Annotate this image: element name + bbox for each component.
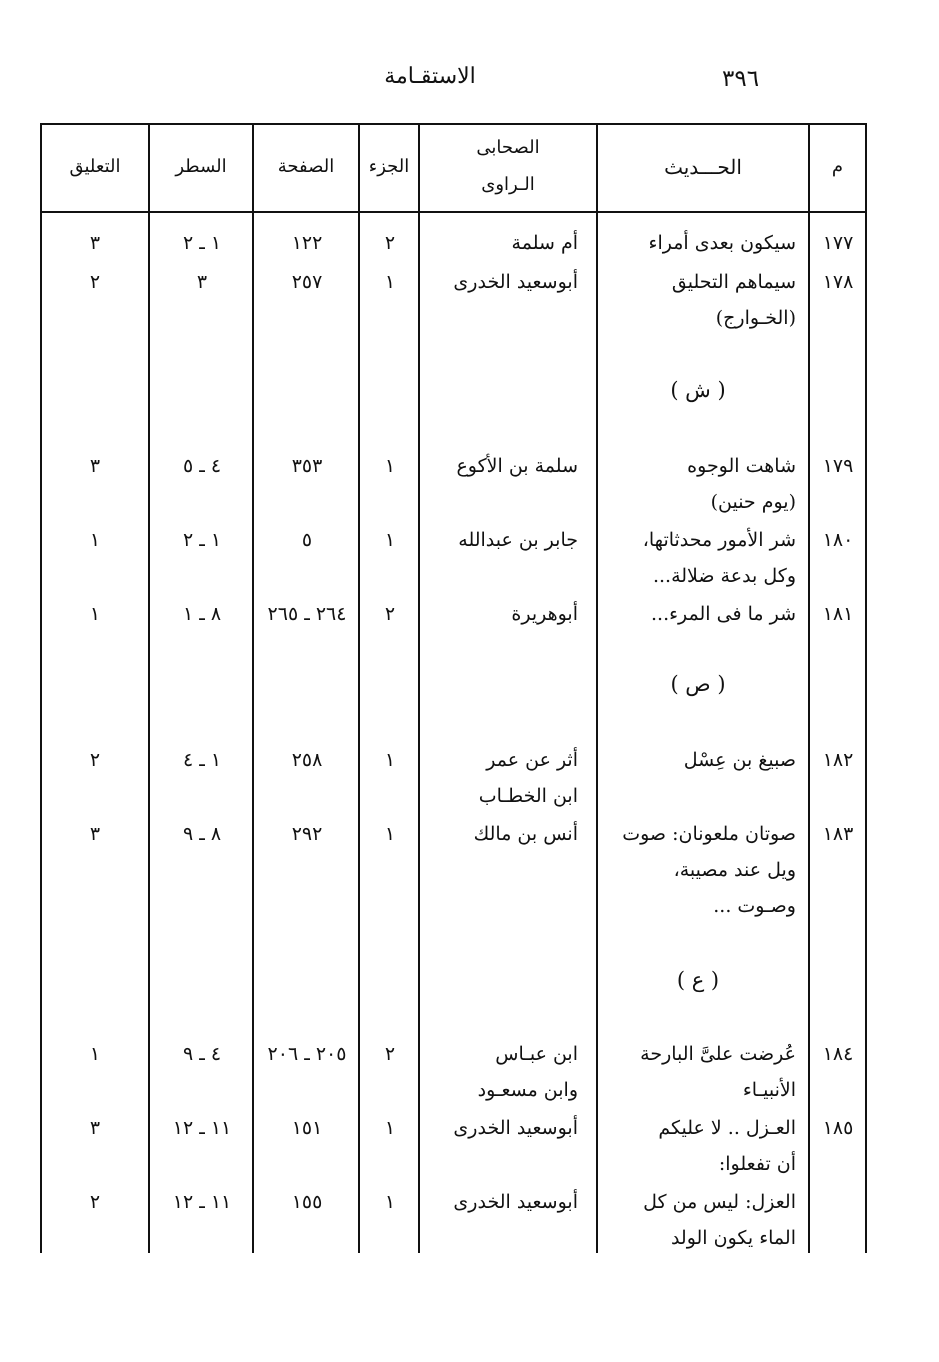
- volume-value: ١: [384, 455, 396, 477]
- narrator-name: أبوسعيد الخدرى: [453, 1117, 578, 1139]
- column-divider: [358, 123, 360, 1253]
- page-value: ٢٦٤ ـ ٢٦٥: [267, 603, 347, 625]
- column-header-volume: الجزء: [368, 156, 410, 177]
- line-value: ١١ ـ ١٢: [172, 1191, 232, 1213]
- comment-value: ٣: [89, 455, 101, 477]
- comment-value: ١: [89, 603, 101, 625]
- hadith-text: صوتان ملعونان: صوت: [622, 823, 796, 845]
- narrator-name-continued: وابن مسعـود: [477, 1079, 578, 1101]
- header-bottom-border: [40, 211, 867, 213]
- narrator-name: جابر بن عبدالله: [458, 529, 578, 551]
- narrator-name: أثر عن عمر: [486, 749, 578, 771]
- page-value: ٢٥٧: [291, 271, 323, 293]
- page-value: ١٥١: [291, 1117, 323, 1139]
- page-value: ٢٩٢: [291, 823, 323, 845]
- volume-value: ٢: [384, 232, 396, 254]
- volume-value: ١: [384, 749, 396, 771]
- comment-value: ٢: [89, 271, 101, 293]
- hadith-text: سيكون بعدى أمراء: [648, 232, 796, 254]
- hadith-text: صبيغ بن عِسْل: [683, 749, 796, 771]
- column-divider: [148, 123, 150, 1253]
- table-top-border: [40, 123, 867, 125]
- column-divider: [596, 123, 598, 1253]
- line-value: ٨ ـ ١: [182, 603, 222, 625]
- hadith-text: شر الأمور محدثاتها،: [642, 529, 796, 551]
- hadith-text: شر ما فى المرء...: [651, 603, 796, 625]
- column-divider: [808, 123, 810, 1253]
- hadith-text: عُرضت علىَّ البارحة: [640, 1043, 796, 1065]
- page-value: ٥: [301, 529, 313, 551]
- row-number: ١٨٠: [822, 529, 854, 551]
- volume-value: ١: [384, 823, 396, 845]
- narrator-name: أنس بن مالك: [473, 823, 578, 845]
- line-value: ١ ـ ٤: [182, 749, 222, 771]
- hadith-text: العـزل .. لا عليكم: [658, 1117, 796, 1139]
- page-value: ١٥٥: [291, 1191, 323, 1213]
- line-value: ٣: [196, 271, 208, 293]
- comment-value: ٣: [89, 823, 101, 845]
- column-divider: [418, 123, 420, 1253]
- narrator-name: أم سلمة: [511, 232, 578, 254]
- volume-value: ١: [384, 1117, 396, 1139]
- narrator-name-continued: ابن الخطـاب: [478, 785, 578, 807]
- line-value: ١ ـ ٢: [182, 529, 222, 551]
- page-number: ٣٩٦: [722, 66, 760, 92]
- row-number: ١٧٩: [822, 455, 854, 477]
- volume-value: ١: [384, 1191, 396, 1213]
- narrator-name: سلمة بن الأكوع: [456, 455, 578, 477]
- row-number: ١٨٤: [822, 1043, 854, 1065]
- column-header-line: السطر: [175, 156, 227, 177]
- row-number: ١٧٨: [822, 271, 854, 293]
- section-letter-heading: ( ع ): [676, 968, 720, 992]
- column-divider: [252, 123, 254, 1253]
- column-header-num: م: [831, 156, 844, 177]
- line-value: ٨ ـ ٩: [182, 823, 222, 845]
- page-value: ٢٠٥ ـ ٢٠٦: [267, 1043, 347, 1065]
- column-divider: [865, 123, 867, 1253]
- page-value: ١٢٢: [291, 232, 323, 254]
- comment-value: ٣: [89, 1117, 101, 1139]
- volume-value: ١: [384, 529, 396, 551]
- column-header-hadith: الحـــديث: [664, 155, 742, 179]
- hadith-text: شاهت الوجوه: [687, 455, 796, 477]
- comment-value: ٣: [89, 232, 101, 254]
- comment-value: ٢: [89, 749, 101, 771]
- line-value: ١١ ـ ١٢: [172, 1117, 232, 1139]
- column-header-comment: التعليق: [69, 156, 121, 177]
- hadith-text-continued: (يوم حنين): [710, 491, 796, 513]
- row-number: ١٧٧: [822, 232, 854, 254]
- comment-value: ٢: [89, 1191, 101, 1213]
- row-number: ١٨١: [822, 603, 854, 625]
- column-header-narrator-1: الصحابى: [476, 137, 540, 158]
- hadith-text-continued: الماء يكون الولد: [670, 1227, 796, 1249]
- line-value: ٤ ـ ٥: [182, 455, 222, 477]
- row-number: ١٨٥: [822, 1117, 854, 1139]
- hadith-text-continued: أن تفعلوا:: [718, 1153, 796, 1175]
- narrator-name: أبوسعيد الخدرى: [453, 1191, 578, 1213]
- section-letter-heading: ( ش ): [670, 378, 726, 402]
- section-letter-heading: ( ص ): [670, 672, 726, 696]
- volume-value: ٢: [384, 1043, 396, 1065]
- hadith-text-continued: وكل بدعة ضلالة...: [652, 565, 796, 587]
- page-value: ٢٥٨: [291, 749, 323, 771]
- comment-value: ١: [89, 1043, 101, 1065]
- page-value: ٣٥٣: [291, 455, 323, 477]
- row-number: ١٨٢: [822, 749, 854, 771]
- hadith-text: العزل: ليس من كل: [643, 1191, 796, 1213]
- narrator-name: أبوسعيد الخدرى: [453, 271, 578, 293]
- column-header-narrator-2: الـراوى: [481, 174, 535, 195]
- volume-value: ١: [384, 271, 396, 293]
- narrator-name: ابن عبـاس: [495, 1043, 578, 1065]
- line-value: ٤ ـ ٩: [182, 1043, 222, 1065]
- hadith-text-continued: وصـوت ...: [713, 895, 796, 917]
- comment-value: ١: [89, 529, 101, 551]
- running-title: الاستقـامة: [384, 64, 476, 89]
- hadith-text-continued: (الخـوارج): [715, 307, 796, 329]
- line-value: ١ ـ ٢: [182, 232, 222, 254]
- hadith-text-continued: الأنبيـاء: [742, 1079, 796, 1101]
- hadith-text-continued: ويل عند مصيبة،: [673, 859, 796, 881]
- row-number: ١٨٣: [822, 823, 854, 845]
- narrator-name: أبوهريرة: [511, 603, 578, 625]
- hadith-text: سيماهم التحليق: [671, 271, 796, 293]
- column-header-page: الصفحة: [277, 156, 335, 177]
- volume-value: ٢: [384, 603, 396, 625]
